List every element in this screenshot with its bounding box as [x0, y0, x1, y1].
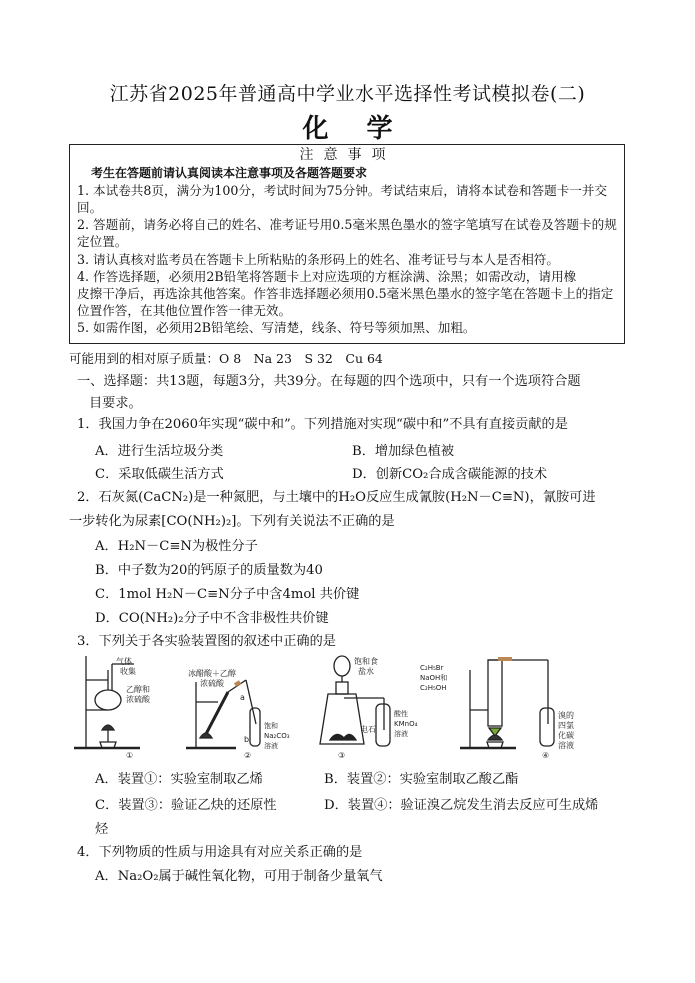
apparatus-number: ③	[338, 751, 346, 760]
question-2-stem-line1: 2．石灰氮(CaCN₂)是一种氮肥，与土壤中的H₂O反应生成氰胺(H₂N－C≡N)，氰胺可进	[77, 490, 596, 505]
section-line: 目要求。	[89, 396, 142, 411]
label: C₂H₅OH	[420, 684, 447, 692]
label: a	[240, 693, 245, 702]
label: 气体	[116, 657, 132, 666]
notice-item: 4. 作答选择题，必须用2B铅笔将答题卡上对应选项的方框涂满、涂黑；如需改动，请用橡	[77, 268, 577, 284]
notice-box	[69, 144, 625, 344]
label: 电石	[360, 725, 376, 734]
notice-item: 5. 如需作图，必须用2B铅笔绘、写清楚，线条、符号等须加黑、加粗。	[77, 319, 476, 335]
label: 溶液	[558, 741, 574, 750]
notice-item: 3. 请认真核对监考员在答题卡上所粘贴的条形码上的姓名、准考证号与本人是否相符。	[77, 251, 559, 267]
notice-item: 2. 答题前，请务必将自己的姓名、准考证号用0.5毫米黑色墨水的签字笔填写在试卷及答题卡的规定位置。	[77, 217, 617, 250]
notice-heading: 注意事项	[299, 147, 396, 163]
label: 盐水	[358, 667, 374, 676]
q1-option-c: C．采取低碳生活方式	[95, 467, 224, 482]
label: NaOH和	[420, 674, 448, 682]
label: b	[244, 735, 250, 744]
q1-option-a: A．进行生活垃圾分类	[95, 444, 224, 459]
apparatus-number: ①	[126, 751, 134, 760]
q3-option-d-continued: 烃	[95, 822, 109, 837]
q2-option-a: A．H₂N－C≡N为极性分子	[95, 539, 258, 554]
apparatus-number: ②	[244, 751, 252, 760]
question-4-stem: 4．下列物质的性质与用途具有对应关系正确的是	[77, 845, 363, 860]
q1-option-d: D．创新CO₂合成含碳能源的技术	[352, 467, 548, 482]
question-2-stem-line2: 一步转化为尿素[CO(NH₂)₂]。下列有关说法不正确的是	[69, 514, 395, 529]
label: 溶液	[264, 742, 278, 750]
label: 酸性	[394, 710, 408, 718]
label: 冰醋酸＋乙醇	[188, 669, 236, 678]
q1-option-b: B．增加绿色植被	[352, 444, 455, 459]
q2-option-b: B．中子数为20的钙原子的质量数为40	[95, 563, 323, 578]
label: 化碳	[558, 731, 574, 740]
notice-item: 1. 本试卷共8页，满分为100分，考试时间为75分钟。考试结束后，请将本试卷和答题卡一并交回。	[77, 183, 608, 216]
label: C₂H₅Br	[420, 664, 444, 672]
exam-title: 江苏省2025年普通高中学业水平选择性考试模拟卷(二)	[109, 83, 586, 105]
label: 饱和	[264, 722, 278, 730]
subject-title: 化学	[302, 114, 431, 144]
label: 收集	[120, 667, 136, 676]
q2-option-d: D．CO(NH₂)₂分子中不含非极性共价键	[95, 611, 329, 626]
notice-subheading: 考生在答题前请认真阅读本注意事项及各题答题要求	[91, 166, 368, 181]
lab-apparatus-figure	[68, 652, 668, 762]
question-1-stem: 1．我国力争在2060年实现“碳中和”。下列措施对实现“碳中和”不具有直接贡献的是	[77, 417, 568, 432]
q3-option-b: B．装置②：实验室制取乙酸乙酯	[324, 772, 519, 787]
q3-option-d: D．装置④：验证溴乙烷发生消去反应可生成烯	[324, 798, 599, 813]
notice-item: 皮擦干净后，再选涂其他答案。作答非选择题必须用0.5毫米黑色墨水的签字笔在答题卡上的指定位置作答，在其他位置作答一律无效。	[77, 285, 614, 318]
section-one-instructions	[69, 370, 635, 416]
label: 浓硫酸	[200, 679, 224, 688]
section-line: 一、选择题：共13题，每题3分，共39分。在每题的四个选项中，只有一个选项符合题	[77, 374, 581, 389]
apparatus-number: ④	[542, 751, 550, 760]
q4-option-a: A．Na₂O₂属于碱性氧化物，可用于制备少量氧气	[95, 869, 383, 884]
label: 四氯	[558, 721, 574, 730]
q2-option-c: C．1mol H₂N－C≡N分子中含4mol 共价键	[95, 587, 360, 602]
label: 溶液	[394, 730, 408, 738]
label: Na₂CO₃	[264, 732, 290, 740]
q3-option-c: C．装置③：验证乙炔的还原性	[95, 798, 277, 813]
relative-atomic-masses: 可能用到的相对原子质量：O 8 Na 23 S 32 Cu 64	[69, 351, 383, 366]
question-3-stem: 3．下列关于各实验装置图的叙述中正确的是	[77, 634, 336, 649]
label: 饱和食	[354, 657, 378, 666]
label: 浓硫酸	[126, 695, 150, 704]
q3-option-a: A．装置①：实验室制取乙烯	[95, 772, 263, 787]
label: 乙醇和	[126, 685, 150, 694]
label: 溴的	[558, 711, 574, 720]
label: KMnO₄	[394, 720, 418, 728]
